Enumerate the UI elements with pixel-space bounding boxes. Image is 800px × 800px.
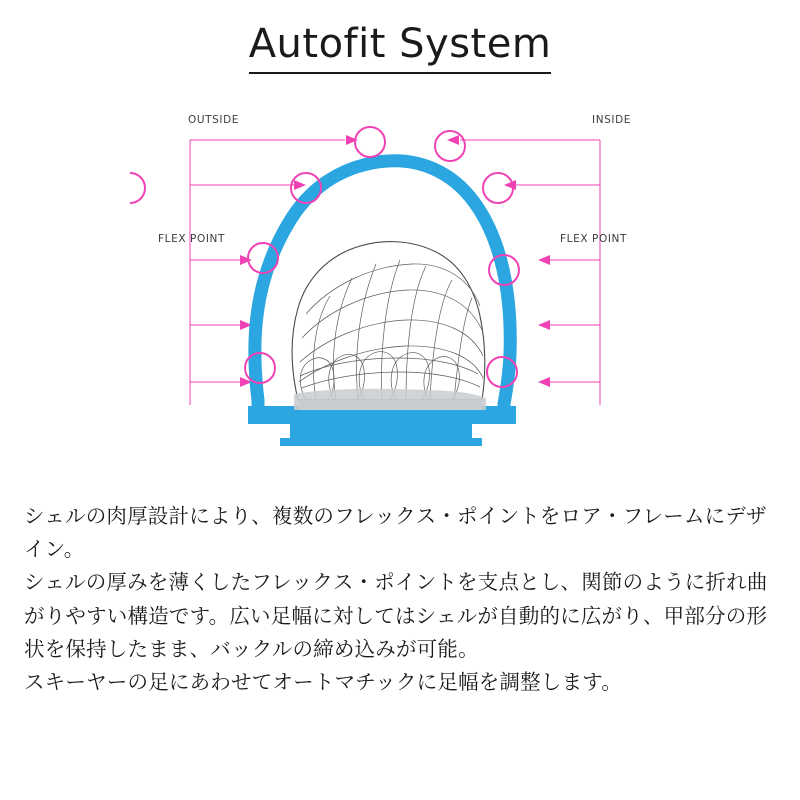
label-flex-point-right: FLEX POINT (560, 233, 628, 245)
foot-wireframe (292, 242, 485, 400)
flex-point-marker (483, 173, 513, 203)
flex-point-marker (130, 173, 145, 203)
page-title: Autofit System (249, 22, 552, 74)
boot-shell-outline (255, 161, 510, 416)
description-paragraph-3: スキーヤーの足にあわせてオートマチックに足幅を調整します。 (24, 670, 623, 695)
foot-bed-shade-2 (294, 389, 486, 410)
flex-point-marker (355, 127, 385, 157)
label-outside: OUTSIDE (188, 114, 240, 126)
label-inside: INSIDE (592, 114, 632, 126)
boot-sole-baseplate (248, 406, 516, 446)
autofit-diagram (130, 100, 670, 470)
description-paragraph-2: シェルの厚みを薄くしたフレックス・ポイントを支点とし、関節のように折れ曲がりやすい構造です。広い足幅に対してはシェルが自動的に広がり、甲部分の形状を保持したまま、バックルの締め込みが可能。 (24, 570, 768, 661)
page-title-wrapper (0, 22, 800, 74)
flex-point-markers (130, 127, 519, 387)
flex-point-marker (435, 131, 465, 161)
label-flex-point-left: FLEX POINT (158, 233, 226, 245)
description-paragraph-1: シェルの肉厚設計により、複数のフレックス・ポイントをロア・フレームにデザイン。 (24, 504, 767, 562)
description-block (24, 500, 780, 699)
